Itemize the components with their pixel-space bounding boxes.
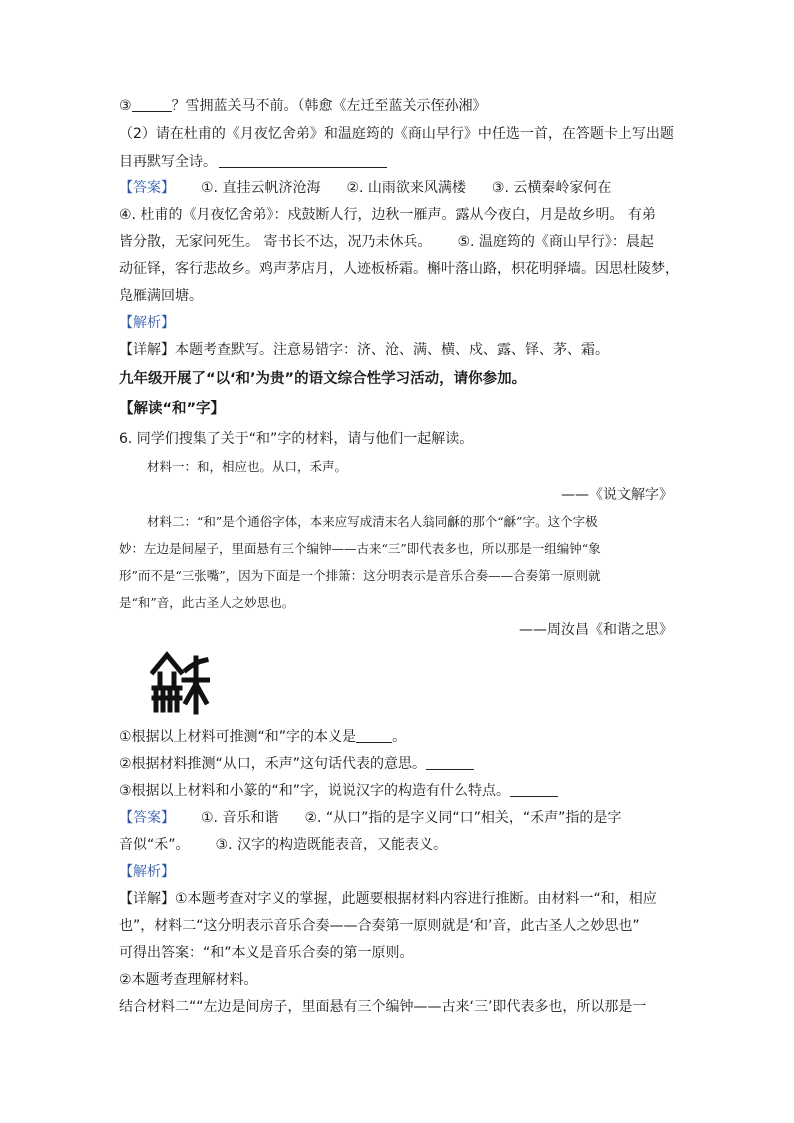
answer-tag: 【答案】	[119, 180, 175, 196]
material-2-line-2: 妙：左边是间屋子，里面悬有三个编钟——古来“三”即代表多也，所以那是一组编钟“象	[119, 541, 601, 556]
explanation-line-3: ②本题考查理解材料。	[119, 972, 258, 988]
sub-question-2	[119, 754, 474, 774]
detail-line-2	[119, 889, 657, 909]
sub-question-2-text: ②根据材料推测“从口，禾声”这句话代表的意思。	[119, 756, 427, 772]
answer-item-5: ⑤. 温庭筠的《商山早行》：晨起	[457, 234, 654, 250]
question-2-line-2	[119, 152, 387, 172]
material-1: 材料一：和，相应也。从口，禾声。	[147, 459, 348, 474]
material-2-line-3: 形”而不是“三张嘴”，因为下面是一个排箫：这分明表示是音乐合奏——合奏第一原则就	[119, 568, 601, 583]
answer-item-3: ③. 云横秦岭家何在	[491, 180, 612, 196]
answer-line-7: 凫雁满回塘。	[119, 288, 203, 304]
answer-item-2: ②. “从口”指的是字义同“口”相关，“禾声”指的是字	[304, 810, 622, 826]
answer-blank	[219, 153, 387, 168]
answer-blank	[426, 755, 474, 770]
detail-tag: 【详解】	[119, 342, 175, 358]
answer-item-2: ②. 山雨欲来风满楼	[346, 180, 466, 196]
analysis-tag: 【解析】	[119, 315, 175, 331]
answer-item-1: ①. 直挂云帆济沧海	[201, 180, 321, 196]
sub-question-1-text: ①根据以上材料可推测“和”字的本义是	[119, 729, 357, 745]
seal-script-he-character	[150, 650, 210, 716]
detail-text: 本题考查默写。注意易错字：济、沧、满、横、戍、露、铎、茅、霜。	[175, 342, 609, 358]
material-2-line-1: 材料二：“和”是个通俗字体，本来应写成清末名人翁同龢的那个“龢”字。这个字极	[147, 514, 598, 529]
answer-line-4: ④. 杜甫的《月夜忆舍弟》：戍鼓断人行，边秋一雁声。露从今夜白，月是故乡明。 有弟	[119, 207, 656, 223]
answer-blank	[132, 97, 172, 112]
answer-item-3: ③. 汉字的构造既能表音，又能表义。	[215, 837, 447, 853]
answer-text: 音似“禾”。	[119, 837, 190, 853]
answer-blank	[356, 728, 392, 743]
answer-row-1	[119, 178, 611, 198]
material-1-source: ——《说文解字》	[561, 487, 673, 503]
answer-blank	[510, 782, 558, 797]
section-heading: 九年级开展了“以‘和’为贵”的语文综合性学习活动，请你参加。	[119, 371, 527, 387]
poem-line-text: ？雪拥蓝关马不前。（韩愈《左迁至蓝关示侄孙湘》	[171, 98, 487, 114]
answer-text: 皆分散，无家问死生。 寄书长不达，况乃未休兵。	[119, 234, 432, 250]
answer-item-1: ①. 音乐和谐	[201, 810, 279, 826]
question-2-line-1: （2）请在杜甫的《月夜忆舍弟》和温庭筠的《商山早行》中任选一首，在答题卡上写出题	[119, 126, 674, 142]
detail-text: ①本题考查对字义的掌握，此题要根据材料内容进行推断。由材料一“和，相应	[175, 891, 657, 907]
sub-question-3	[119, 781, 558, 801]
answer-row-2	[119, 808, 621, 828]
question-6: 6. 同学们搜集了关于“和”字的材料，请与他们一起解读。	[119, 431, 474, 447]
line-q3-poem	[119, 96, 487, 116]
detail-line-1	[119, 340, 609, 360]
answer-line-6: 动征铎，客行悲故乡。鸡声茅店月，人迹板桥霜。槲叶落山路，枳花明驿墙。因思杜陵梦，	[119, 261, 679, 277]
answer-line-5	[119, 232, 654, 252]
analysis-tag: 【解析】	[119, 864, 175, 880]
period: 。	[392, 729, 407, 745]
sub-question-3-text: ③根据以上材料和小篆的“和”字，说说汉字的构造有什么特点。	[119, 783, 511, 799]
explanation-line-1: 也”，材料二“这分明表示音乐合奏——合奏第一原则就是‘和’音，此古圣人之妙思也”	[119, 918, 640, 934]
detail-tag: 【详解】	[119, 891, 175, 907]
question-2-tail: 目再默写全诗。	[119, 154, 217, 170]
explanation-line-2: 可得出答案：“和”本义是音乐合奏的第一原则。	[119, 945, 414, 961]
sub-question-1	[119, 727, 406, 747]
answer-row-2-cont	[119, 835, 447, 855]
material-2-line-4: 是“和”音，此古圣人之妙思也。	[119, 595, 295, 610]
material-2-source: ——周汝昌《和谐之思》	[519, 622, 673, 638]
item-number: ③	[119, 98, 132, 114]
sub-heading: 【解读“和”字】	[119, 401, 226, 417]
answer-tag: 【答案】	[119, 810, 175, 826]
explanation-line-4: 结合材料二““左边是间房子，里面悬有三个编钟——古来‘三’即代表多也，所以那是一	[119, 999, 647, 1015]
